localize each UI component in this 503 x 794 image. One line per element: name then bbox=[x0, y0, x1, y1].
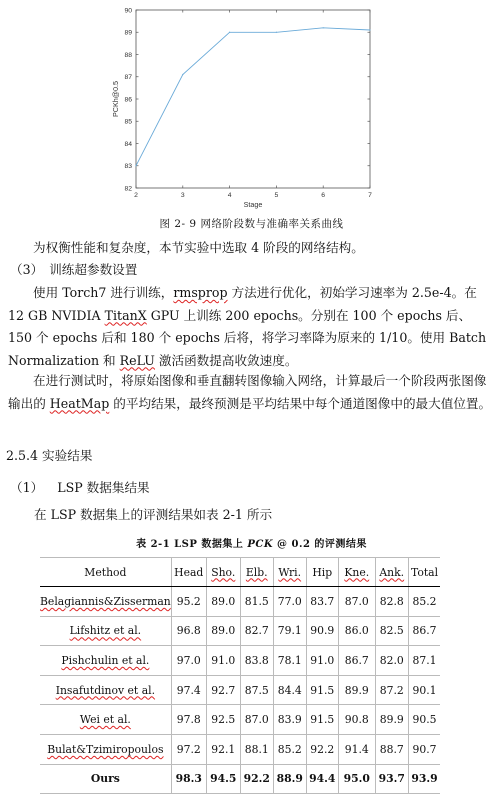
score-cell: 85.2 bbox=[273, 734, 306, 764]
score-cell: 89.0 bbox=[206, 587, 240, 617]
x-tick-label: 4 bbox=[227, 192, 232, 199]
table-row bbox=[40, 705, 440, 735]
term-heatmap: HeatMap bbox=[49, 395, 110, 411]
table-caption bbox=[0, 535, 503, 550]
section-title: 训练超参数设置 bbox=[49, 262, 138, 277]
column-header: Elb. bbox=[240, 558, 273, 587]
score-cell: 98.3 bbox=[171, 764, 206, 794]
data-point bbox=[369, 29, 370, 30]
column-header: Sho. bbox=[206, 558, 240, 587]
paragraph-table-intro: 在 LSP 数据集上的评测结果如表 2-1 所示 bbox=[34, 507, 273, 522]
score-cell: 94.4 bbox=[306, 764, 338, 794]
score-cell: 91.5 bbox=[306, 705, 338, 735]
score-cell: 93.9 bbox=[408, 764, 440, 794]
method-cell: Lifshitz et al. bbox=[40, 616, 171, 646]
x-axis-label: Stage bbox=[243, 200, 263, 209]
score-cell: 97.8 bbox=[171, 705, 206, 735]
table-row bbox=[40, 764, 440, 794]
data-point bbox=[323, 27, 324, 28]
column-header: Head bbox=[171, 558, 206, 587]
column-header: Hip bbox=[306, 558, 338, 587]
section-heading-results: 2.5.4 实验结果 bbox=[6, 448, 93, 463]
method-cell: Pishchulin et al. bbox=[40, 646, 171, 676]
method-cell: Belagiannis&Zisserman bbox=[40, 587, 171, 617]
text-span: @ 0.2 的评测结果 bbox=[273, 539, 367, 550]
method-cell: Wei et al. bbox=[40, 705, 171, 735]
table-row bbox=[40, 616, 440, 646]
score-cell: 85.2 bbox=[408, 587, 440, 617]
data-point bbox=[135, 165, 136, 166]
score-cell: 77.0 bbox=[273, 587, 306, 617]
score-cell: 90.5 bbox=[408, 705, 440, 735]
section-title: LSP 数据集结果 bbox=[57, 480, 150, 495]
stage-accuracy-chart bbox=[108, 4, 398, 214]
y-tick-label: 90 bbox=[124, 7, 132, 15]
column-header: Method bbox=[40, 558, 171, 587]
method-cell: Ours bbox=[40, 764, 171, 794]
score-cell: 97.0 bbox=[171, 646, 206, 676]
y-tick-label: 89 bbox=[124, 29, 132, 37]
y-tick-label: 88 bbox=[124, 51, 132, 59]
score-cell: 91.0 bbox=[206, 646, 240, 676]
column-header: Wri. bbox=[273, 558, 306, 587]
x-tick-label: 2 bbox=[134, 192, 138, 199]
score-cell: 90.8 bbox=[338, 705, 375, 735]
term-rmsprop: rmsprop bbox=[173, 285, 228, 300]
x-tick-label: 5 bbox=[274, 192, 279, 199]
score-cell: 92.5 bbox=[206, 705, 240, 735]
column-header: Ank. bbox=[375, 558, 408, 587]
section-heading-hyperparameters bbox=[10, 259, 137, 278]
x-tick-label: 7 bbox=[368, 192, 372, 199]
score-cell: 82.8 bbox=[375, 587, 408, 617]
score-cell: 88.9 bbox=[273, 764, 306, 794]
score-cell: 95.2 bbox=[171, 587, 206, 617]
score-cell: 89.9 bbox=[375, 705, 408, 735]
score-cell: 87.1 bbox=[408, 646, 440, 676]
score-cell: 92.2 bbox=[306, 734, 338, 764]
score-cell: 89.0 bbox=[206, 616, 240, 646]
score-cell: 90.9 bbox=[306, 616, 338, 646]
score-cell: 83.8 bbox=[240, 646, 273, 676]
score-cell: 93.7 bbox=[375, 764, 408, 794]
score-cell: 89.9 bbox=[338, 675, 375, 705]
score-cell: 82.0 bbox=[375, 646, 408, 676]
text-span: 在进行测试时，将原始图像和垂直翻转图像输入网络，计算最后一个阶段两张图像输出的 bbox=[8, 373, 487, 411]
y-tick-label: 84 bbox=[124, 140, 132, 148]
chart-svg bbox=[108, 4, 398, 214]
score-cell: 78.1 bbox=[273, 646, 306, 676]
score-cell: 83.9 bbox=[273, 705, 306, 735]
y-axis-label: PCKh@0.5 bbox=[111, 80, 120, 118]
y-tick-label: 87 bbox=[124, 74, 132, 82]
section-heading-lsp bbox=[10, 477, 150, 496]
table-row bbox=[40, 734, 440, 764]
table-row bbox=[40, 675, 440, 705]
score-cell: 83.7 bbox=[306, 587, 338, 617]
score-cell: 86.0 bbox=[338, 616, 375, 646]
score-cell: 82.7 bbox=[240, 616, 273, 646]
score-cell: 81.5 bbox=[240, 587, 273, 617]
score-cell: 87.2 bbox=[375, 675, 408, 705]
term-titanx: TitanX bbox=[104, 307, 147, 323]
score-cell: 84.4 bbox=[273, 675, 306, 705]
score-cell: 92.1 bbox=[206, 734, 240, 764]
score-cell: 90.7 bbox=[408, 734, 440, 764]
column-header: Kne. bbox=[338, 558, 375, 587]
score-cell: 94.5 bbox=[206, 764, 240, 794]
plot-frame bbox=[136, 10, 370, 188]
score-cell: 88.7 bbox=[375, 734, 408, 764]
y-tick-label: 85 bbox=[124, 118, 132, 126]
score-cell: 96.8 bbox=[171, 616, 206, 646]
score-cell: 87.0 bbox=[240, 705, 273, 735]
data-point bbox=[276, 32, 277, 33]
score-cell: 92.2 bbox=[240, 764, 273, 794]
score-cell: 97.2 bbox=[171, 734, 206, 764]
score-cell: 92.7 bbox=[206, 675, 240, 705]
data-point bbox=[182, 74, 183, 75]
text-span: 激活函数提高收敛速度。 bbox=[154, 352, 298, 368]
text-span: 使用 Torch7 进行训练， bbox=[33, 285, 174, 300]
x-tick-label: 6 bbox=[321, 192, 326, 199]
table-row bbox=[40, 587, 440, 617]
score-cell: 86.7 bbox=[408, 616, 440, 646]
figure-caption: 图 2- 9 网络阶段数与准确率关系曲线 bbox=[159, 218, 344, 230]
method-cell: Bulat&Tzimiropoulos bbox=[40, 734, 171, 764]
score-cell: 91.5 bbox=[306, 675, 338, 705]
section-number: （1） bbox=[10, 480, 44, 495]
x-tick-label: 3 bbox=[180, 192, 185, 199]
y-tick-label: 86 bbox=[124, 96, 132, 104]
score-cell: 87.0 bbox=[338, 587, 375, 617]
data-point bbox=[229, 32, 230, 33]
score-cell: 88.1 bbox=[240, 734, 273, 764]
table-header-row bbox=[40, 558, 440, 587]
paragraph-testing bbox=[8, 370, 494, 415]
score-cell: 91.0 bbox=[306, 646, 338, 676]
score-cell: 97.4 bbox=[171, 675, 206, 705]
text-span: 表 2-1 LSP 数据集上 bbox=[136, 539, 248, 550]
y-tick-label: 82 bbox=[124, 185, 132, 193]
table-row bbox=[40, 646, 440, 676]
score-cell: 90.1 bbox=[408, 675, 440, 705]
y-tick-label: 83 bbox=[124, 163, 132, 171]
score-cell: 91.4 bbox=[338, 734, 375, 764]
text-span: 方法进行优化，初始学习速率为 2.5e-4。在 12 GB NVIDIA bbox=[8, 285, 477, 323]
results-table bbox=[40, 557, 440, 794]
series-line bbox=[136, 28, 370, 166]
paragraph-stage-choice: 为权衡性能和复杂度，本节实验中选取 4 阶段的网络结构。 bbox=[33, 240, 364, 255]
column-header: Total bbox=[408, 558, 440, 587]
section-number: （3） bbox=[10, 262, 44, 277]
score-cell: 95.0 bbox=[338, 764, 375, 794]
method-cell: Insafutdinov et al. bbox=[40, 675, 171, 705]
score-cell: 79.1 bbox=[273, 616, 306, 646]
paragraph-training-setup bbox=[8, 282, 494, 372]
text-span: GPU 上训练 200 epochs。分别在 100 个 epochs 后、150 个 epochs 后和 180 个 epochs 后将，将学习率降为原来的 1/10。使用 Batch Normalization 和 bbox=[8, 307, 487, 368]
score-cell: 86.7 bbox=[338, 646, 375, 676]
term-relu: ReLU bbox=[119, 352, 155, 368]
score-cell: 82.5 bbox=[375, 616, 408, 646]
score-cell: 87.5 bbox=[240, 675, 273, 705]
text-span: 的平均结果，最终预测是平均结果中每个通道图像中的最大值位置。 bbox=[109, 395, 492, 411]
text-span: PCK bbox=[247, 539, 274, 550]
